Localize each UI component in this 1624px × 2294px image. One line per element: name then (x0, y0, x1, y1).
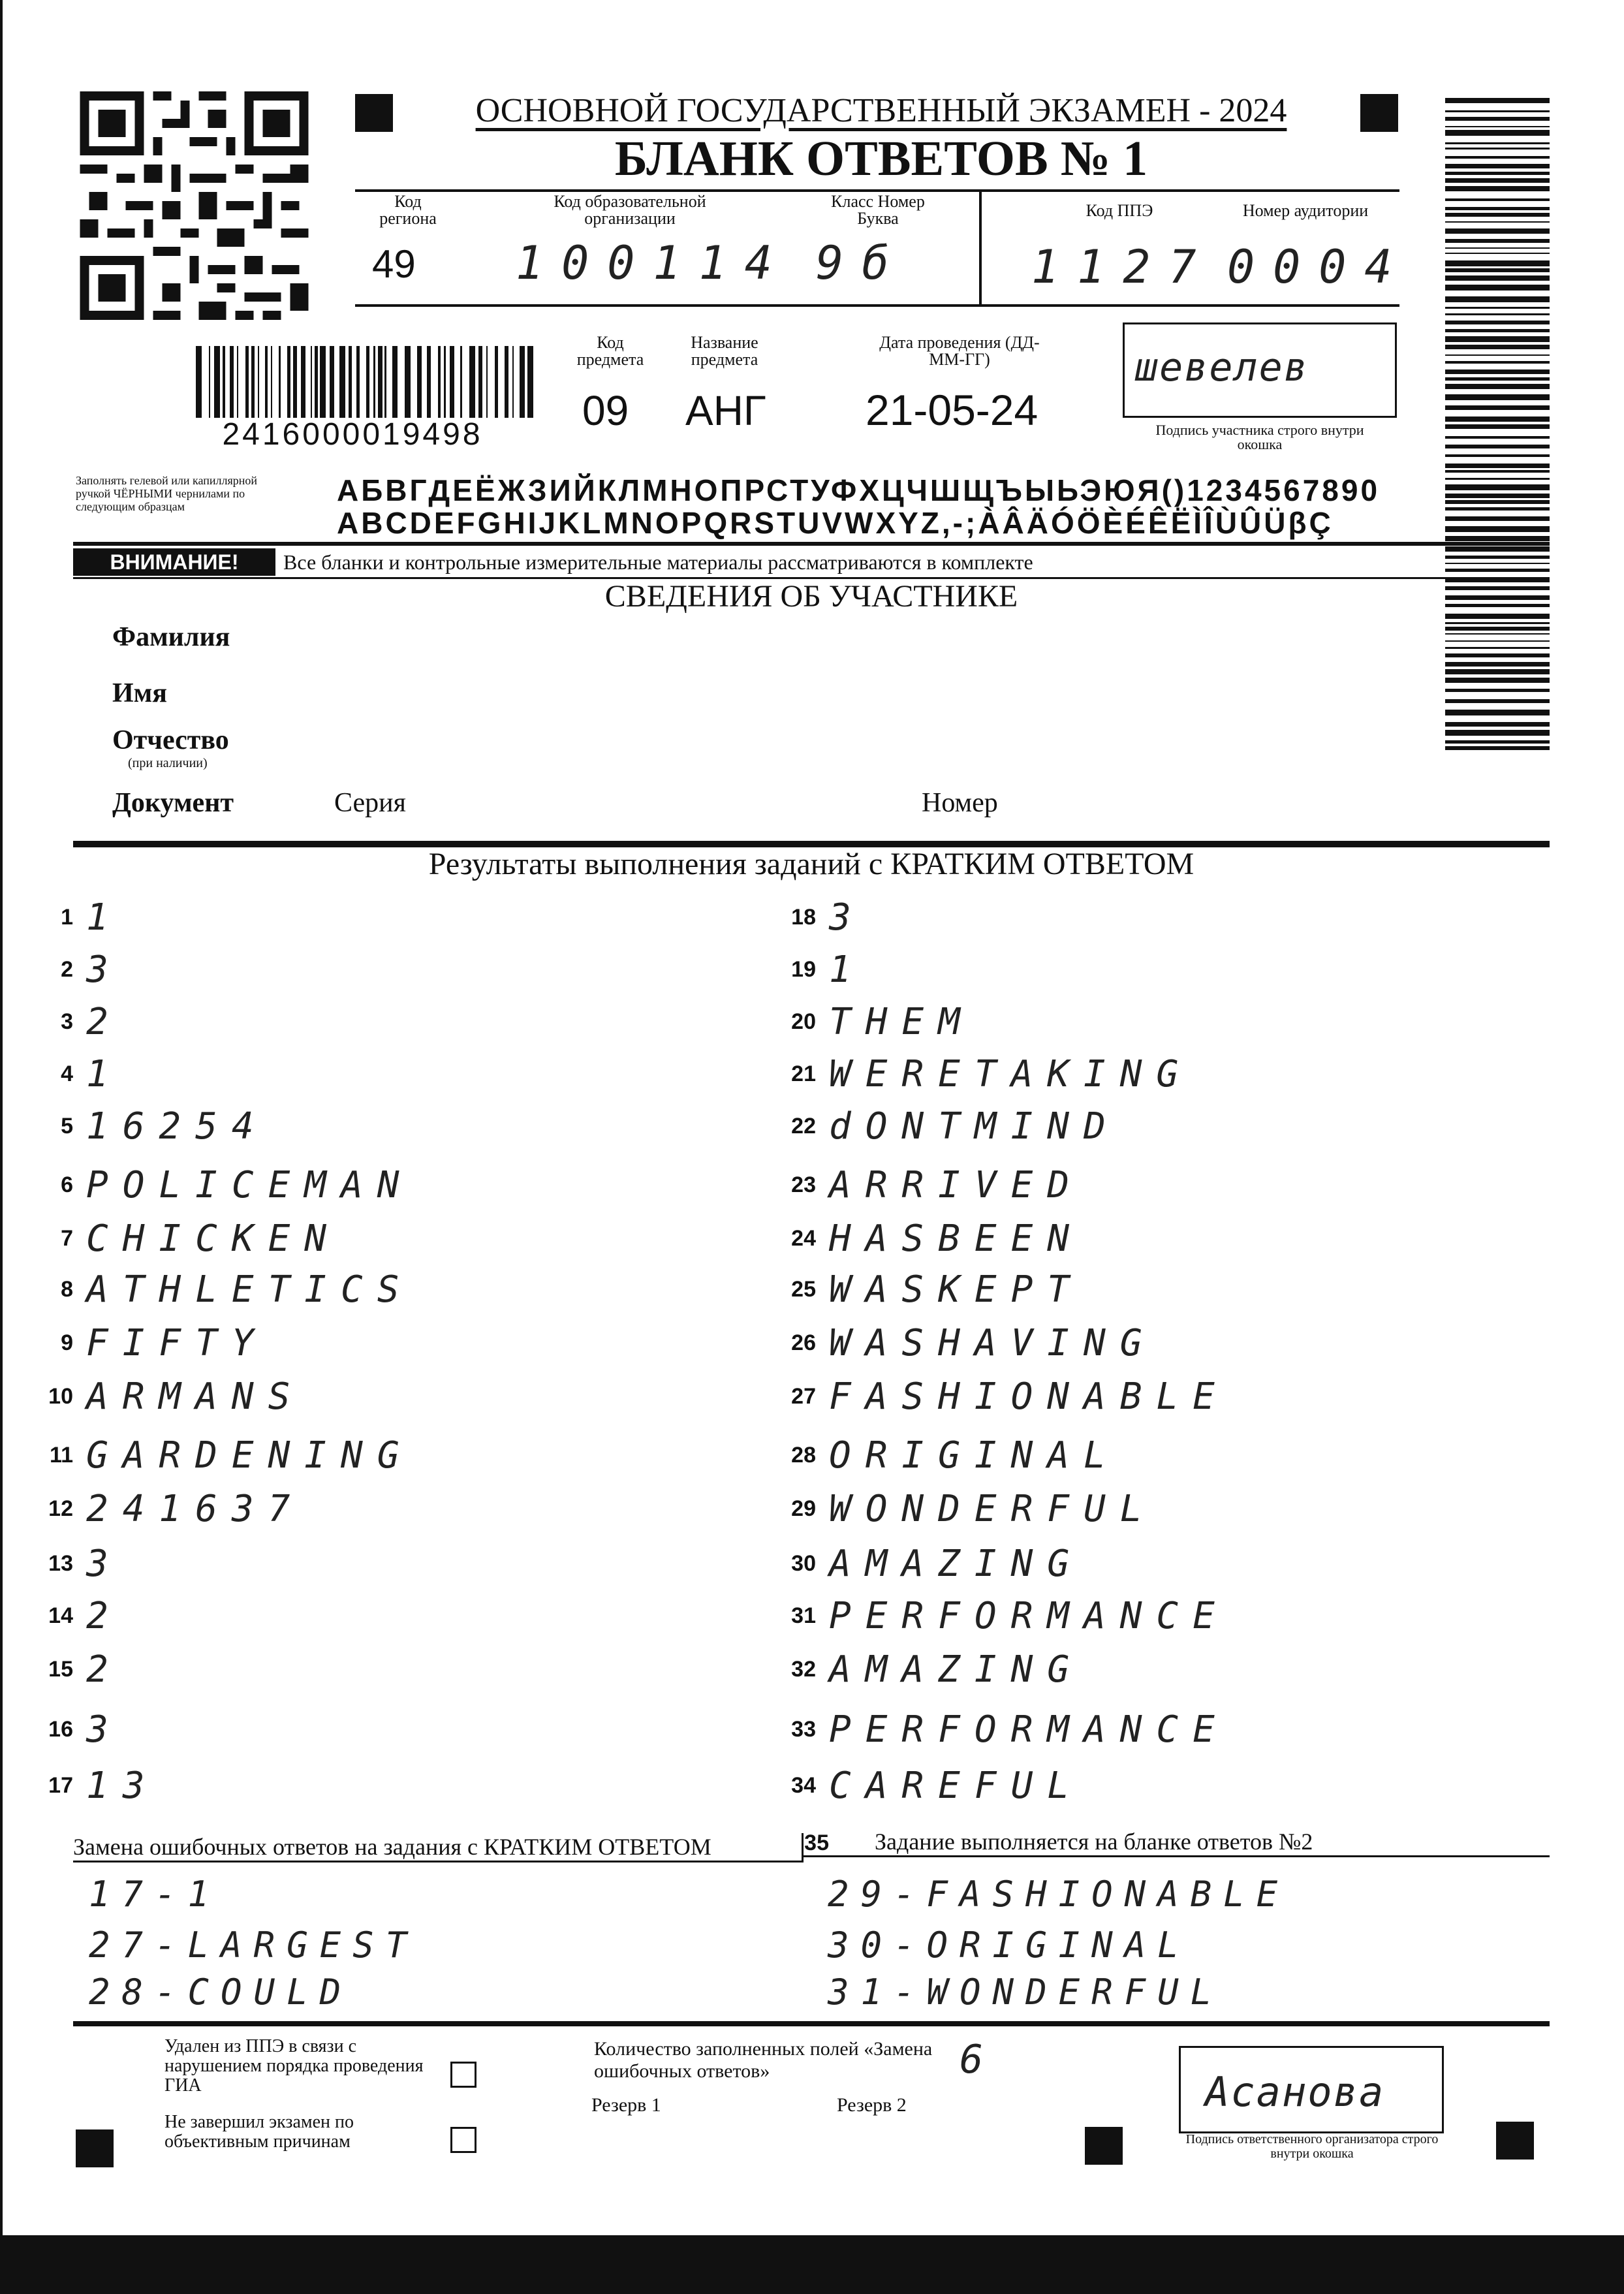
not-finished-checkbox[interactable] (450, 2127, 476, 2153)
answer-number: 5 (61, 1113, 73, 1139)
barcode-bar (1445, 207, 1550, 210)
alphabet-divider (73, 542, 1550, 546)
answer-value[interactable]: 1 (829, 948, 866, 991)
answer-row (40, 894, 123, 940)
barcode-bar (1445, 647, 1550, 649)
barcode-bar (373, 346, 375, 418)
barcode-bar (356, 346, 360, 418)
answer-number: 21 (791, 1061, 816, 1086)
barcode-bar (339, 346, 345, 418)
barcode-bar (1445, 494, 1550, 498)
barcode-bar (1445, 454, 1550, 457)
replacement-entry[interactable]: 28-COULD (89, 1972, 353, 2013)
answer-row (783, 1051, 1193, 1097)
barcode-bar (1445, 464, 1550, 468)
replacement-count-label: Количество заполненных полей «Замена ошибочных ответов» (594, 2038, 933, 2082)
number-label: Номер (922, 788, 998, 818)
alphabet-sample-latin: ABCDEFGHIJKLMNOPQRSTUVWXYZ,-;ÀÂÄÓÖÈÉÊËÌÎÙÛÜβÇ (337, 506, 1334, 540)
barcode-bar (417, 346, 422, 418)
answer-number: 17 (48, 1772, 73, 1798)
subject-name-label: Название предмета (691, 333, 758, 369)
room-value: 0004 (1227, 240, 1411, 294)
answer-number: 7 (61, 1225, 73, 1251)
answer-number: 27 (791, 1383, 816, 1409)
patronymic-label: Отчество (112, 725, 229, 755)
barcode-bar (1445, 614, 1550, 619)
barcode-bar (405, 346, 411, 418)
barcode-bar (1445, 478, 1550, 480)
barcode-bar (450, 346, 454, 418)
barcode-bar (209, 346, 210, 418)
replacement-count-value: 6 (960, 2037, 993, 2082)
barcode-bar (1445, 699, 1550, 703)
answer-row (783, 1706, 1229, 1752)
date-label: Дата проведения (ДД-ММ-ГГ) (879, 333, 1040, 369)
participant-section-title: СВЕДЕНИЯ ОБ УЧАСТНИКЕ (604, 579, 1018, 614)
document-label: Документ (112, 788, 234, 818)
barcode-bar (1445, 110, 1550, 112)
answer-row (783, 1646, 1084, 1692)
barcode-bar (1445, 329, 1550, 332)
answer-row (783, 894, 866, 940)
left-edge-line (0, 0, 3, 2235)
removed-label: Удален из ППЭ в связи с нарушением порядка проведения ГИА (164, 2036, 424, 2096)
answer-row (40, 947, 123, 992)
barcode-bar (330, 346, 334, 418)
region-value: 49 (372, 242, 416, 286)
answer-number: 10 (48, 1383, 73, 1409)
barcode-bar (1445, 526, 1550, 532)
org-label: Код образовательной организации (554, 192, 706, 228)
patronymic-note: (при наличии) (128, 756, 208, 770)
answer-value[interactable]: CAREFUL (829, 1764, 1084, 1807)
barcode-bar (520, 346, 525, 418)
answer-value[interactable]: FASHIONABLE (829, 1375, 1229, 1418)
replacement-entry[interactable]: 30-ORIGINAL (828, 1925, 1191, 1966)
barcode-bar (1445, 689, 1550, 692)
org-value: 100114 (516, 236, 790, 290)
barcode-bar (230, 346, 234, 418)
answer-value[interactable]: 2 (86, 1648, 123, 1691)
barcode-bar (1445, 653, 1550, 657)
answer-row (40, 1320, 268, 1366)
barcode-bar (1445, 546, 1550, 552)
series-label: Серия (334, 788, 406, 818)
barcode-bar (378, 346, 383, 418)
barcode-bar (1445, 662, 1550, 667)
answer-row (40, 1646, 123, 1692)
barcode-bar (460, 346, 462, 418)
barcode-bar (214, 346, 220, 418)
alignment-marker-top-left (355, 94, 393, 132)
answer-row (40, 999, 123, 1045)
barcode-bar (444, 346, 446, 418)
answer-value[interactable]: GARDENING (86, 1434, 414, 1477)
answer-value[interactable]: 13 (86, 1764, 159, 1807)
barcode-bar (1445, 507, 1550, 511)
barcode-bar (1445, 268, 1550, 272)
answer-value[interactable]: ORIGINAL (829, 1434, 1120, 1477)
barcode-bar (1445, 336, 1550, 342)
barcode-bar (1445, 117, 1550, 121)
barcode-bar (1445, 445, 1550, 448)
barcode-bar (1445, 186, 1550, 191)
barcode-bar (1445, 275, 1550, 281)
barcode-bar (1445, 500, 1550, 504)
barcode-bar (320, 346, 326, 418)
barcode-bar (258, 346, 259, 418)
task35-text: Задание выполняется на бланке ответов №2 (875, 1829, 1313, 1855)
answer-row (783, 1216, 1084, 1261)
date-value: 21-05-24 (866, 386, 1038, 434)
barcode-bar (1445, 669, 1550, 674)
barcode-bar (1445, 354, 1550, 356)
answer-row (40, 1216, 341, 1261)
barcode-bar (349, 346, 352, 418)
answer-value[interactable]: 241637 (86, 1487, 305, 1530)
answer-value[interactable]: THEM (829, 1000, 975, 1043)
barcode-bar (251, 346, 255, 418)
answer-number: 3 (61, 1009, 73, 1034)
barcode-bar (384, 346, 386, 418)
header-box-divider (979, 189, 982, 307)
answer-value[interactable]: 3 (86, 1542, 123, 1585)
barcode-bar (527, 346, 533, 418)
footer-divider (73, 2021, 1550, 2026)
answer-row (783, 1486, 1156, 1532)
barcode-bar (1445, 130, 1550, 136)
barcode-bar (1445, 172, 1550, 175)
alphabet-caption: Заполнять гелевой или капиллярной ручкой ЧЁРНЫМИ чернилами по следующим образцам (76, 474, 257, 513)
alignment-marker-bottom-left (76, 2129, 114, 2167)
answer-row (40, 1593, 123, 1639)
barcode-bar (1445, 369, 1550, 374)
notice-badge: ВНИМАНИЕ! (73, 548, 275, 576)
answer-value[interactable]: AMAZING (829, 1648, 1084, 1691)
barcode-bar (427, 346, 431, 418)
answer-value[interactable]: CHICKEN (86, 1217, 341, 1260)
barcode-bar (505, 346, 508, 418)
answer-number: 6 (61, 1172, 73, 1197)
barcode-bar (1445, 98, 1550, 103)
barcode-bar (1445, 148, 1550, 149)
answer-number: 8 (61, 1276, 73, 1302)
region-label: Код региона (379, 192, 437, 228)
answer-number: 18 (791, 904, 816, 930)
qr-code (78, 91, 310, 320)
answer-number: 14 (48, 1603, 73, 1628)
answer-number: 29 (791, 1496, 816, 1521)
barcode-bar (237, 346, 238, 418)
answer-number: 31 (791, 1603, 816, 1628)
barcode-bar (1445, 313, 1550, 315)
answer-row (783, 1593, 1229, 1639)
barcode-bar (1445, 730, 1550, 736)
barcode-bar (1445, 156, 1550, 159)
answer-value[interactable]: ARRIVED (829, 1163, 1084, 1206)
barcode-bar (223, 346, 225, 418)
bottom-band (0, 2235, 1624, 2294)
not-finished-label: Не завершил экзамен по объективным причинам (164, 2112, 354, 2152)
answer-value[interactable]: ARMANS (86, 1375, 305, 1418)
answer-number: 2 (61, 956, 73, 982)
answer-number: 19 (791, 956, 816, 982)
side-barcode (1445, 98, 1550, 751)
barcode-bar (1445, 126, 1550, 127)
barcode-bar (1445, 247, 1550, 249)
surname-label: Фамилия (112, 622, 230, 652)
answer-number: 23 (791, 1172, 816, 1197)
removed-checkbox[interactable] (450, 2062, 476, 2088)
answer-row (40, 1432, 413, 1478)
header-box-bottom-border (355, 304, 1399, 307)
replacement-title: Замена ошибочных ответов на задания с КРАТКИМ ОТВЕТОМ (73, 1834, 711, 1860)
barcode-bar (1445, 285, 1550, 291)
barcode-bar (1445, 484, 1550, 490)
reserve-1-label: Резерв 1 (591, 2094, 661, 2116)
barcode-bar (1445, 164, 1550, 168)
reserve-2-label: Резерв 2 (837, 2094, 907, 2116)
answer-row (783, 947, 866, 992)
barcode-bar (1445, 198, 1550, 201)
answer-number: 34 (791, 1772, 816, 1798)
answer-value[interactable]: WONDERFUL (829, 1487, 1157, 1530)
barcode-bar (1445, 569, 1550, 572)
answer-value[interactable]: dONTMIND (829, 1105, 1120, 1148)
barcode-bar (1445, 722, 1550, 727)
barcode-bar (1445, 424, 1550, 429)
barcode-bar (1445, 142, 1550, 144)
barcode-bar (1445, 345, 1550, 349)
answer-value[interactable]: WASKEPT (829, 1268, 1084, 1311)
alignment-marker-top-right (1360, 94, 1398, 132)
answer-value[interactable]: 16254 (86, 1105, 268, 1148)
barcode-bar (271, 346, 272, 418)
answer-row (783, 1266, 1084, 1312)
barcode-bar (1445, 536, 1550, 541)
barcode-bar (1445, 556, 1550, 559)
alphabet-sample-cyrillic: АБВГДЕЁЖЗИЙКЛМНОПРСТУФХЦЧШЩЪЫЬЭЮЯ()1234567890 (337, 473, 1381, 507)
barcode-bar (1445, 253, 1550, 254)
barcode-bar (287, 346, 290, 418)
subject-code-label: Код предмета (576, 333, 644, 369)
task35-number: 35 (804, 1830, 829, 1855)
answer-number: 24 (791, 1225, 816, 1251)
answer-row (40, 1486, 304, 1532)
barcode-bar (1445, 394, 1550, 400)
barcode-bar (245, 346, 249, 418)
answer-value[interactable]: PERFORMANCE (829, 1594, 1229, 1637)
barcode-bar (1445, 321, 1550, 324)
answer-row (783, 1541, 1084, 1586)
answer-value[interactable]: ATHLETICS (86, 1268, 414, 1311)
room-label: Номер аудитории (1242, 201, 1369, 220)
barcode-bar (486, 346, 488, 418)
barcode-bar (1445, 221, 1550, 223)
replacement-entry[interactable]: 29-FASHIONABLE (828, 1874, 1290, 1915)
barcode-bar (1445, 678, 1550, 683)
replacement-title-underline (73, 1861, 802, 1862)
answer-row (40, 1763, 159, 1808)
answer-number: 13 (48, 1550, 73, 1576)
class-value: 9б (816, 236, 908, 290)
barcode-bar (1445, 405, 1550, 410)
barcode-bar (1445, 470, 1550, 473)
notice-text: Все бланки и контрольные измерительные материалы рассматриваются в комплекте (283, 550, 1033, 574)
answer-value[interactable]: PERFORMANCE (829, 1708, 1229, 1751)
name-label: Имя (112, 678, 167, 708)
barcode-bar (1445, 416, 1550, 422)
barcode-bar (1445, 627, 1550, 631)
participant-signature-caption: Подпись участника строго внутри окошка (1155, 422, 1364, 452)
answer-value[interactable]: 1 (86, 896, 123, 939)
answer-number: 9 (61, 1330, 73, 1355)
answer-row (40, 1706, 123, 1752)
answer-row (40, 1051, 123, 1097)
answer-row (783, 1432, 1120, 1478)
barcode-bar (1445, 436, 1550, 439)
participant-signature: шевелев (1134, 345, 1309, 390)
answer-number: 12 (48, 1496, 73, 1521)
organizer-signature-caption: Подпись ответственного организатора строго внутри окошка (1185, 2132, 1439, 2161)
barcode-bar (1445, 633, 1550, 635)
barcode-bar (1445, 384, 1550, 389)
ppe-label: Код ППЭ (1085, 201, 1153, 220)
answer-value[interactable]: 2 (86, 1594, 123, 1637)
answer-number: 33 (791, 1716, 816, 1742)
answer-number: 11 (50, 1442, 73, 1468)
answer-value[interactable]: HASBEEN (829, 1217, 1084, 1260)
answer-value[interactable]: 2 (86, 1000, 123, 1043)
barcode-bar (1445, 746, 1550, 750)
barcode-bar (1445, 260, 1550, 266)
barcode-bar (293, 346, 297, 418)
answer-value[interactable]: AMAZING (829, 1542, 1084, 1585)
barcode-bar (1445, 178, 1550, 183)
subject-code-value: 09 (582, 387, 629, 434)
answer-row (783, 1763, 1084, 1808)
answer-value[interactable]: 3 (829, 896, 866, 939)
barcode-bar (311, 346, 312, 418)
answer-row (40, 1266, 413, 1312)
answer-value[interactable]: WERETAKING (829, 1052, 1193, 1095)
barcode-bar (301, 346, 305, 418)
barcode-bar (478, 346, 482, 418)
answer-row (40, 1541, 123, 1586)
alignment-marker-bottom-right (1496, 2122, 1534, 2160)
subject-name-value: АНГ (685, 387, 766, 434)
answer-row (40, 1374, 304, 1419)
alignment-marker-bottom-mid (1085, 2127, 1123, 2165)
task35-underline (802, 1855, 1550, 1857)
answer-row (40, 1103, 268, 1149)
barcode-bar (1445, 213, 1550, 217)
answer-row (783, 1162, 1084, 1208)
barcode-bar (1445, 640, 1550, 642)
participant-barcode (196, 346, 535, 418)
barcode-bar (1445, 361, 1550, 364)
replacement-entry[interactable]: 27-LARGEST (89, 1925, 419, 1966)
replacement-entry[interactable]: 31-WONDERFUL (828, 1972, 1224, 2013)
form-title: БЛАНК ОТВЕТОВ № 1 (614, 131, 1148, 186)
organizer-signature: Асанова (1205, 2068, 1385, 2116)
answer-number: 30 (791, 1550, 816, 1576)
answer-row (783, 999, 975, 1045)
barcode-bar (265, 346, 268, 418)
barcode-bar (196, 346, 202, 418)
answer-number: 20 (791, 1009, 816, 1034)
answer-value[interactable]: POLICEMAN (86, 1163, 414, 1206)
exam-title: ОСНОВНОЙ ГОСУДАРСТВЕННЫЙ ЭКЗАМЕН - 2024 (475, 92, 1287, 129)
barcode-bar (1445, 563, 1550, 564)
barcode-bar (279, 346, 281, 418)
ppe-value: 1127 (1031, 240, 1215, 294)
answer-number: 15 (48, 1656, 73, 1682)
answer-number: 4 (61, 1061, 73, 1086)
answer-number: 22 (791, 1113, 816, 1139)
class-label: Класс Номер Буква (831, 192, 925, 228)
answer-value[interactable]: 1 (86, 1052, 123, 1095)
answer-number: 1 (61, 904, 73, 930)
barcode-bar (1445, 516, 1550, 521)
answer-value[interactable]: 3 (86, 948, 123, 991)
barcode-bar (1445, 296, 1550, 302)
barcode-bar (1445, 228, 1550, 234)
replacement-entry[interactable]: 17-1 (89, 1874, 221, 1915)
barcode-bar (315, 346, 318, 418)
answer-number: 26 (791, 1330, 816, 1355)
answer-number: 32 (791, 1656, 816, 1682)
barcode-bar (495, 346, 498, 418)
barcode-bar (1445, 377, 1550, 381)
barcode-bar (469, 346, 475, 418)
answer-row (783, 1320, 1156, 1366)
barcode-number: 2416000019498 (222, 417, 483, 452)
results-title: Результаты выполнения заданий с КРАТКИМ ОТВЕТОМ (428, 847, 1195, 881)
answer-row (783, 1103, 1120, 1149)
answer-number: 28 (791, 1442, 816, 1468)
answer-number: 25 (791, 1276, 816, 1302)
barcode-bar (1445, 239, 1550, 243)
barcode-bar (1445, 307, 1550, 309)
answer-value[interactable]: 3 (86, 1708, 123, 1751)
barcode-bar (1445, 740, 1550, 744)
barcode-bar (1445, 622, 1550, 624)
barcode-bar (1445, 710, 1550, 715)
barcode-bar (438, 346, 441, 418)
barcode-bar (392, 346, 398, 418)
answer-row (783, 1374, 1229, 1419)
barcode-bar (366, 346, 369, 418)
answer-value[interactable]: FIFTY (86, 1321, 268, 1364)
answer-number: 16 (48, 1716, 73, 1742)
barcode-bar (512, 346, 514, 418)
answer-value[interactable]: WASHAVING (829, 1321, 1157, 1364)
answer-row (40, 1162, 413, 1208)
